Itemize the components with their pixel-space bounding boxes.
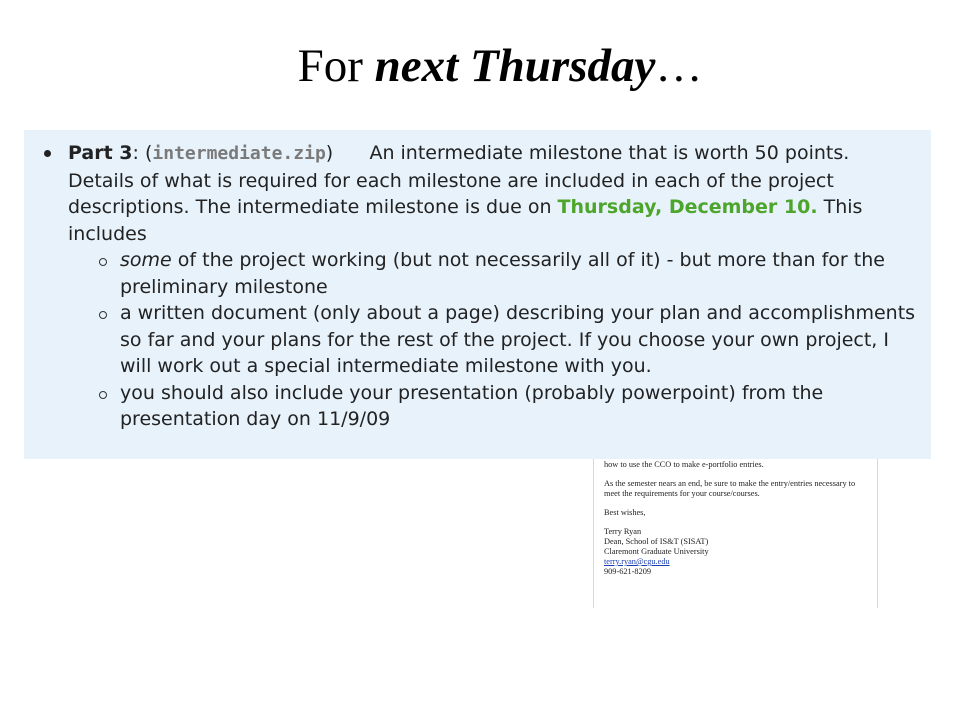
assignment-text — [68, 140, 918, 433]
title-emphasis: next Thursday — [374, 40, 656, 92]
list-item — [68, 300, 918, 380]
sender-phone: 909-621-8209 — [604, 567, 652, 576]
list-item — [68, 247, 918, 300]
file-name: intermediate.zip — [152, 143, 326, 164]
email-closing: Best wishes, — [604, 508, 646, 517]
item-text: a written document (only about a page) describing your plan and accomplishments so far and your plans for the rest of the project. If you choose your own project, I will work out a special intermediate milestone with you. — [120, 302, 916, 377]
bullet-dot-icon — [44, 150, 51, 157]
colon-paren: : ( — [132, 142, 153, 164]
sender-title: Dean, School of IS&T (SISAT) — [604, 537, 709, 546]
title-prefix: For — [297, 40, 375, 92]
email-paragraph: As the semester nears an end, be sure to make the entry/entries necessary to meet the requirements for your course/courses. — [604, 479, 856, 498]
list-item — [68, 380, 918, 433]
title-suffix: … — [655, 40, 703, 92]
item-text: of the project working (but not necessarily all of it) - but more than for the preliminary milestone — [120, 249, 885, 298]
sender-org: Claremont Graduate University — [604, 547, 709, 556]
email-paragraph: how to use the CCO to make e-portfolio entries. — [604, 460, 764, 469]
email-body — [604, 450, 872, 577]
circle-bullet-icon — [99, 391, 107, 399]
item-text: you should also include your presentation (probably powerpoint) from the presentation day on 11/9/09 — [120, 381, 824, 430]
slide-title — [0, 38, 960, 94]
sender-name: Terry Ryan — [604, 527, 642, 536]
includes-text: This includes — [68, 196, 863, 245]
part-label: Part 3 — [68, 142, 133, 164]
intro-text: An intermediate milestone that is worth 50 points. Details of what is required for each milestone are included in each of the project descriptions. The intermediate milestone is due on — [68, 142, 850, 218]
sender-email-link[interactable]: terry.ryan@cgu.edu — [604, 557, 670, 566]
close-paren: ) — [325, 142, 334, 164]
item-lead-italic: some — [120, 249, 172, 271]
email-screenshot — [593, 440, 878, 608]
due-date: Thursday, December 10. — [557, 196, 818, 218]
assignment-panel — [24, 130, 931, 459]
requirements-list — [68, 247, 918, 433]
circle-bullet-icon — [99, 258, 107, 266]
circle-bullet-icon — [99, 311, 107, 319]
